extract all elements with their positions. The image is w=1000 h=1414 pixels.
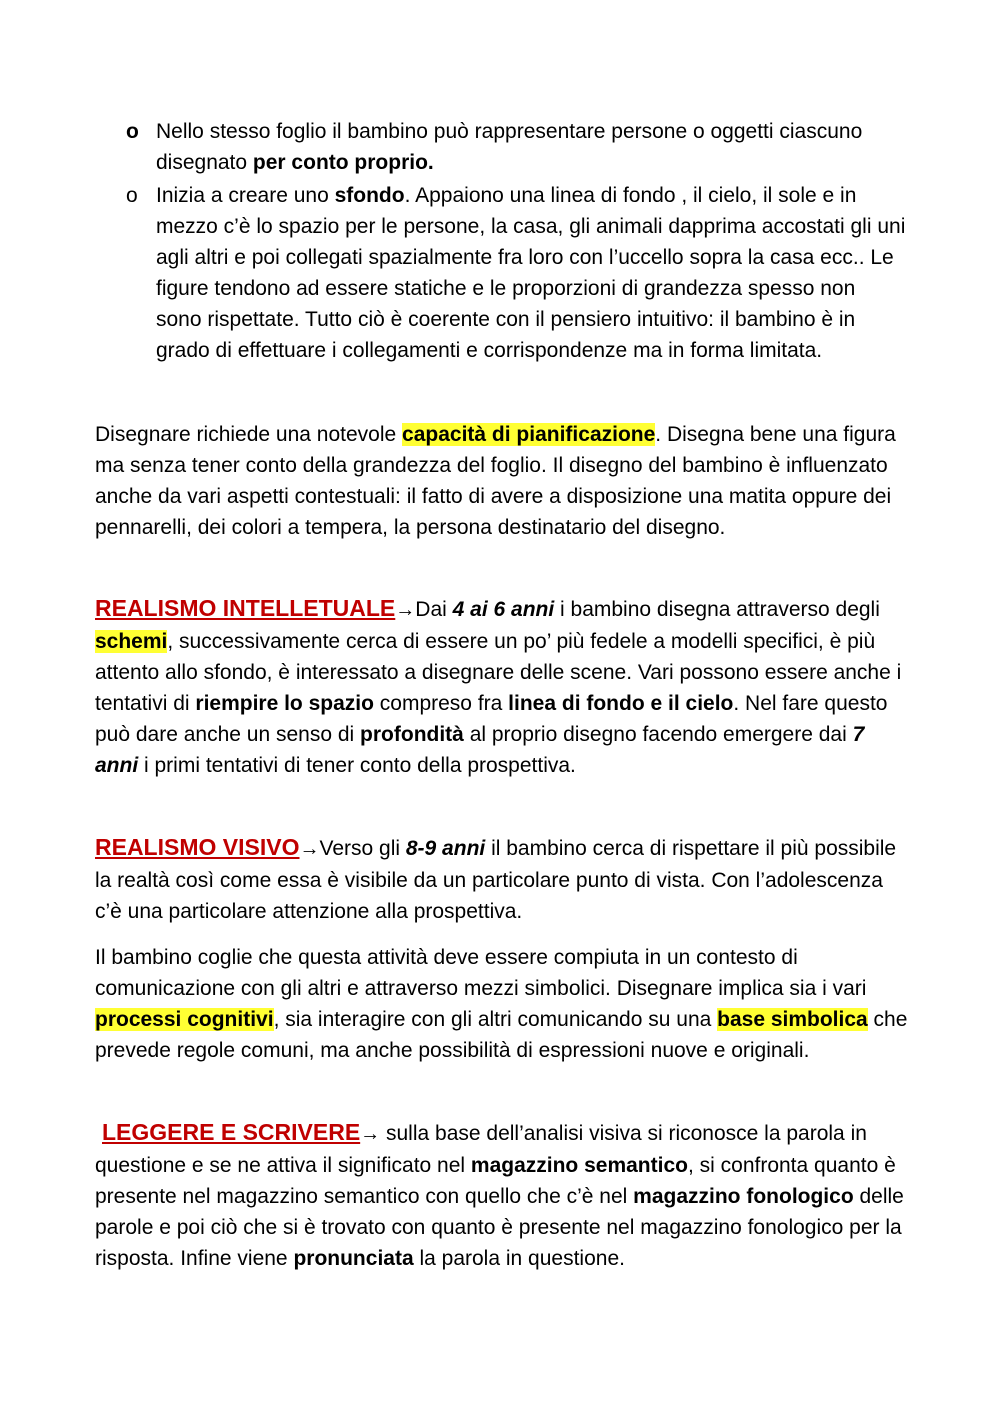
list-item-text: . Appaiono una linea di fondo , il cielo, il sole e in mezzo c’è lo spazio per le persone, la casa, gli animali dapprima accostati gli uni agli altri e poi collegati spazialmente fra loro con l’uccello sopra la casa ecc.. Le figure tendono ad essere statiche e le proporzioni di grandezza spesso non sono rispettate. Tutto ciò è coerente con il pensiero intuitivo: il bambino è in grado di effettuare i collegamenti e corrispondenze ma in forma limitata. [156, 184, 906, 362]
bold-italic-text: 7 anni [95, 723, 865, 777]
bold-text: linea di fondo e il cielo [508, 692, 734, 715]
arrow-icon: → [299, 838, 320, 860]
paragraph-text: , successivamente cerca di essere un po’ più fedele a modelli specifici, è più attento allo sfondo, è interessato a disegnare delle scene. Vari possono essere anche i tentativi di [95, 630, 902, 715]
paragraph-text: che prevede regole comuni, ma anche possibilità di espressioni nuove e originali. [95, 1008, 908, 1062]
paragraph-text: al proprio disegno facendo emergere dai [463, 723, 853, 746]
list-item [0, 116, 906, 178]
bold-italic-text: 8-9 anni [405, 837, 486, 860]
bold-text: pronunciata [293, 1247, 414, 1270]
highlighted-term: capacità di pianificazione [402, 423, 656, 446]
paragraph-text: , sia interagire con gli altri comunicando su una [273, 1008, 718, 1031]
bullet-marker: o [126, 120, 139, 143]
paragraph-text: sulla base dell’analisi visiva si riconosce la parola in questione e se ne attiva il significato nel [95, 1122, 867, 1177]
list-item [0, 180, 906, 366]
paragraph-text: Il bambino coglie che questa attività deve essere compiuta in un contesto di comunicazione con gli altri e attraverso mezzi simbolici. Disegnare implica sia i vari [95, 946, 867, 1000]
paragraph-leggere-scrivere [95, 1117, 910, 1274]
arrow-icon: → [360, 1123, 381, 1145]
bullet-marker: o [126, 184, 138, 207]
paragraph-text: Verso gli [319, 837, 406, 860]
paragraph-realismo-intellettuale [95, 593, 910, 781]
list-item-text: Inizia a creare uno [156, 184, 335, 207]
highlighted-term: processi cognitivi [95, 1008, 274, 1031]
bold-italic-text: 4 ai 6 anni [452, 598, 555, 621]
paragraph-text: la parola in questione. [413, 1247, 625, 1270]
paragraph-comunicazione [95, 942, 910, 1066]
paragraph-text: i bambino disegna attraverso degli [554, 598, 880, 621]
bold-text: sfondo [334, 184, 405, 207]
bold-text: riempire lo spazio [195, 692, 374, 715]
paragraph-text: , si confronta quanto è presente nel magazzino semantico con quello che c’è nel [95, 1154, 896, 1208]
section-heading: LEGGERE E SCRIVERE [102, 1119, 361, 1145]
section-heading: REALISMO VISIVO [95, 834, 300, 860]
paragraph-text: Disegnare richiede una notevole [95, 423, 403, 446]
bold-text: per conto proprio. [252, 151, 434, 174]
paragraph-text: il bambino cerca di rispettare il più possibile la realtà così come essa è visibile da un particolare punto di vista. Con l’adolescenza c’è una particolare attenzione alla prospettiva. [95, 837, 897, 923]
paragraph-text: delle parole e poi ciò che si è trovato con quanto è presente nel magazzino fonologico per la risposta. Infine viene [95, 1185, 904, 1270]
paragraph-text: Dai [415, 598, 453, 621]
highlighted-term: schemi [95, 630, 168, 653]
highlighted-term: base simbolica [717, 1008, 868, 1031]
section-heading: REALISMO INTELLETUALE [95, 595, 396, 621]
bold-text: profondità [360, 723, 464, 746]
paragraph-realismo-visivo [95, 832, 910, 927]
paragraph-planning [95, 419, 910, 543]
paragraph-text: . Nel fare questo può dare anche un senso di [95, 692, 888, 746]
paragraph-text: i primi tentativi di tener conto della prospettiva. [138, 754, 576, 777]
bold-text: magazzino semantico [470, 1154, 688, 1177]
paragraph-text: compreso fra [373, 692, 509, 715]
list-item-text: Nello stesso foglio il bambino può rappresentare persone o oggetti ciascuno disegnato [156, 120, 863, 174]
arrow-icon: → [395, 599, 416, 621]
bullet-list [0, 116, 906, 366]
paragraph-text: . Disegna bene una figura ma senza tener conto della grandezza del foglio. Il disegno del bambino è influenzato anche da vari aspetti contestuali: il fatto di avere a disposizione una matita oppure dei pennarelli, dei colori a tempera, la persona destinatario del disegno. [95, 423, 896, 539]
bold-text: magazzino fonologico [633, 1185, 854, 1208]
